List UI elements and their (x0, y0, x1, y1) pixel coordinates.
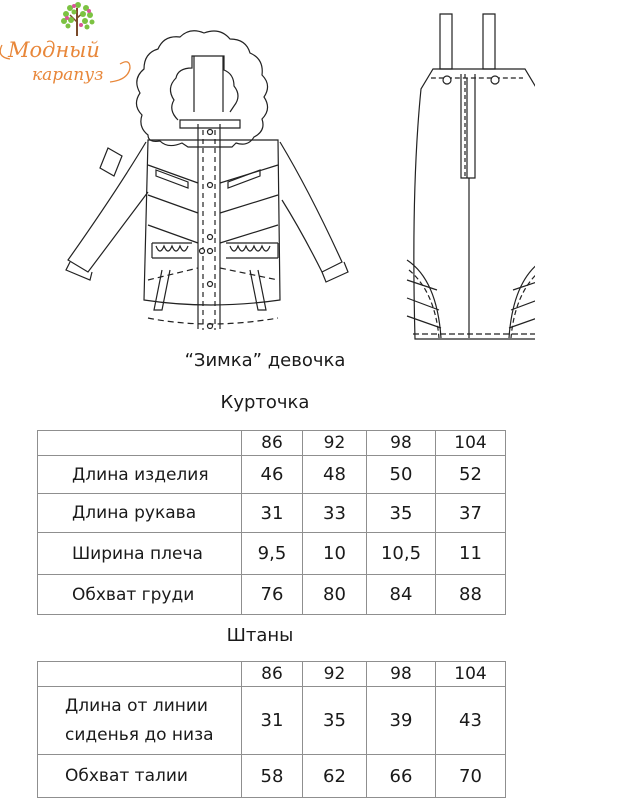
size-header: 104 (436, 431, 506, 456)
row-label: Ширина плеча (38, 533, 242, 575)
cell-value: 48 (303, 456, 367, 494)
jacket-section-title: Курточка (220, 392, 310, 413)
cell-value: 88 (436, 575, 506, 615)
logo-text-line1: Модный (8, 38, 100, 62)
row-label-line: Длина от линии (65, 695, 208, 716)
cell-value: 9,5 (242, 533, 303, 575)
pants-illustration (395, 8, 535, 348)
size-header: 86 (242, 431, 303, 456)
table-row (38, 575, 506, 615)
table-header-row (38, 662, 506, 687)
cell-value: 11 (436, 533, 506, 575)
table-row (38, 755, 506, 798)
cell-value: 10 (303, 533, 367, 575)
size-header: 86 (242, 662, 303, 687)
row-label: Обхват талии (38, 755, 242, 798)
logo-text-line2: карапуз (32, 65, 104, 85)
cell-value: 52 (436, 456, 506, 494)
cell-value: 37 (436, 494, 506, 533)
table-row (38, 456, 506, 494)
cell-value: 43 (436, 687, 506, 755)
overalls-icon (395, 8, 535, 348)
cell-value: 31 (242, 494, 303, 533)
jacket-icon (60, 20, 360, 340)
row-label (38, 687, 242, 755)
cell-value: 10,5 (367, 533, 436, 575)
empty-header-cell (38, 662, 242, 687)
table-row (38, 687, 506, 755)
cell-value: 31 (242, 687, 303, 755)
size-header: 98 (367, 662, 436, 687)
cell-value: 70 (436, 755, 506, 798)
cell-value: 84 (367, 575, 436, 615)
size-header: 92 (303, 662, 367, 687)
table-row (38, 533, 506, 575)
cell-value: 46 (242, 456, 303, 494)
size-header: 104 (436, 662, 506, 687)
jacket-size-table (37, 430, 506, 615)
pants-section-title: Штаны (226, 625, 294, 646)
size-header: 98 (367, 431, 436, 456)
cell-value: 62 (303, 755, 367, 798)
cell-value: 58 (242, 755, 303, 798)
pants-size-table (37, 661, 506, 798)
row-label: Длина рукава (38, 494, 242, 533)
cell-value: 35 (303, 687, 367, 755)
row-label: Длина изделия (38, 456, 242, 494)
row-label-line: сиденья до низа (65, 724, 214, 745)
product-title: “Зимка” девочка (184, 350, 346, 371)
empty-header-cell (38, 431, 242, 456)
cell-value: 80 (303, 575, 367, 615)
table-row (38, 494, 506, 533)
jacket-illustration (60, 20, 360, 340)
cell-value: 35 (367, 494, 436, 533)
cell-value: 33 (303, 494, 367, 533)
cell-value: 50 (367, 456, 436, 494)
table-header-row (38, 431, 506, 456)
row-label: Обхват груди (38, 575, 242, 615)
cell-value: 39 (367, 687, 436, 755)
cell-value: 66 (367, 755, 436, 798)
cell-value: 76 (242, 575, 303, 615)
size-header: 92 (303, 431, 367, 456)
